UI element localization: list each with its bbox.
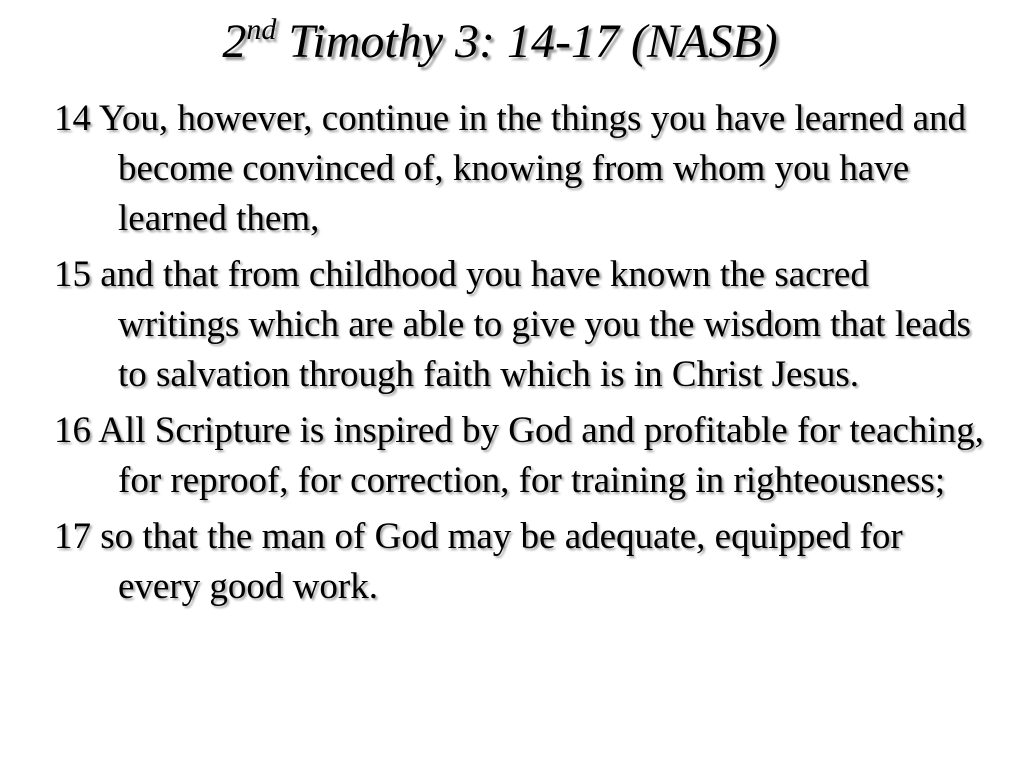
verse-14: 14 You, however, continue in the things you have learned and become convinced of, knowing from whom you have learned them, — [54, 98, 967, 239]
verse-15: 15 and that from childhood you have known the sacred writings which are able to give you the wisdom that leads to salvation through faith which is in Christ Jesus. — [54, 254, 971, 395]
verse-list — [54, 94, 984, 618]
slide-title — [0, 10, 1000, 74]
title-ordinal-number: 2 — [222, 15, 247, 68]
title-ordinal-suffix: nd — [246, 13, 277, 46]
verse-17: 17 so that the man of God may be adequate, equipped for every good work. — [54, 516, 903, 607]
verse-16: 16 All Scripture is inspired by God and profitable for teaching, for reproof, for correction, for training in righteousness; — [54, 410, 984, 501]
title-rest: Timothy 3: 14-17 (NASB) — [276, 15, 778, 68]
